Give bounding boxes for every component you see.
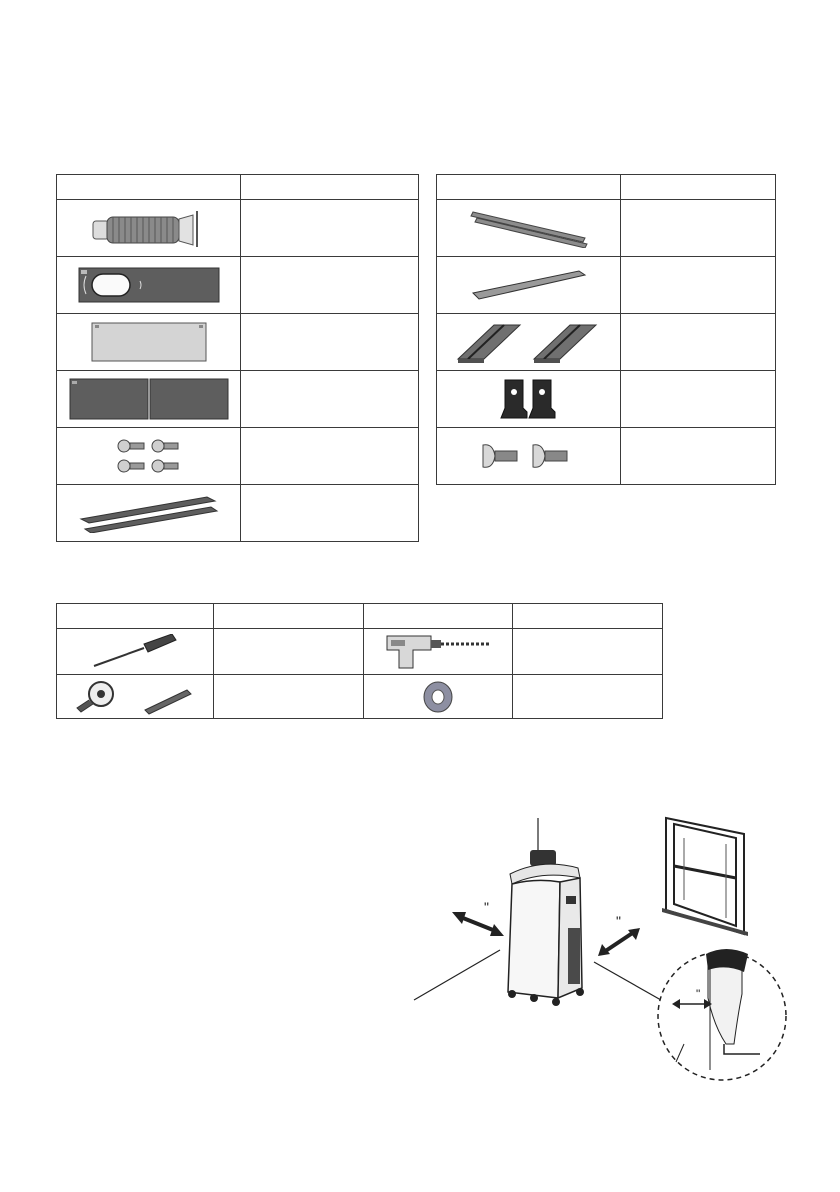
table-row (437, 314, 776, 371)
tool-label (214, 629, 364, 675)
right-clearance-arrow-icon (598, 928, 640, 956)
table-row (437, 200, 776, 257)
left-clearance-mark: " (484, 899, 489, 915)
part-label (621, 428, 776, 485)
part-image-cell (57, 485, 241, 542)
tool-image-cell (57, 675, 214, 719)
screwdriver-icon (90, 634, 180, 670)
part-label (241, 257, 419, 314)
table-row (437, 371, 776, 428)
part-image-cell (437, 428, 621, 485)
header-cell (241, 175, 419, 200)
table-row (437, 257, 776, 314)
portable-air-conditioner-clearance-icon (408, 808, 788, 1090)
part-image-cell (437, 257, 621, 314)
detail-clearance-mark: " (696, 987, 701, 1001)
part-label (241, 371, 419, 428)
detail-callout-icon (658, 949, 786, 1080)
part-label (621, 257, 776, 314)
part-image-cell (57, 428, 241, 485)
header-cell (621, 175, 776, 200)
part-label (241, 485, 419, 542)
air-conditioner-unit-icon (508, 850, 584, 1006)
left-clearance-arrow-icon (452, 912, 504, 936)
part-label (621, 200, 776, 257)
guide-rails-icon (469, 208, 589, 248)
header-cell (214, 604, 364, 629)
table-row (57, 485, 419, 542)
window-icon (662, 818, 748, 936)
seal-strip-icon (469, 267, 589, 303)
window-panel-with-vent-icon (78, 267, 220, 303)
header-cell (57, 604, 214, 629)
table-row (57, 371, 419, 428)
part-label (241, 200, 419, 257)
parts-table-right (436, 174, 776, 485)
header-cell (364, 604, 513, 629)
table-row (57, 314, 419, 371)
header-cell (513, 604, 663, 629)
table-row (57, 257, 419, 314)
header-cell (57, 175, 241, 200)
bracket-screws-icon (479, 441, 579, 471)
right-clearance-mark: " (616, 913, 621, 929)
tool-image-cell (364, 629, 513, 675)
part-label (241, 428, 419, 485)
tools-table (56, 603, 663, 719)
foam-strips-icon (79, 493, 219, 533)
tool-label (513, 675, 663, 719)
tape-measure-and-pencil-icon (75, 678, 195, 716)
slide-rail-brackets-icon (454, 319, 604, 365)
part-image-cell (437, 371, 621, 428)
tool-image-cell (364, 675, 513, 719)
parts-table-left (56, 174, 419, 542)
panel-screws-icon (114, 436, 184, 476)
tool-label (214, 675, 364, 719)
table-row (437, 428, 776, 485)
part-label (621, 314, 776, 371)
tool-image-cell (57, 629, 214, 675)
table-header-row (57, 175, 419, 200)
part-image-cell (437, 314, 621, 371)
part-label (241, 314, 419, 371)
duct-tape-icon (418, 680, 458, 714)
part-image-cell (57, 314, 241, 371)
part-label (621, 371, 776, 428)
table-row (57, 200, 419, 257)
table-row (57, 675, 663, 719)
part-image-cell (437, 200, 621, 257)
blank-panel-icon (91, 322, 207, 362)
tool-label (513, 629, 663, 675)
part-image-cell (57, 371, 241, 428)
part-image-cell (57, 200, 241, 257)
power-drill-icon (383, 632, 493, 672)
header-cell (437, 175, 621, 200)
table-row (57, 629, 663, 675)
part-image-cell (57, 257, 241, 314)
table-row (57, 428, 419, 485)
exhaust-hose-icon (89, 207, 209, 249)
extension-panels-icon (69, 378, 229, 420)
l-brackets-icon (499, 378, 559, 420)
table-header-row (437, 175, 776, 200)
table-header-row (57, 604, 663, 629)
